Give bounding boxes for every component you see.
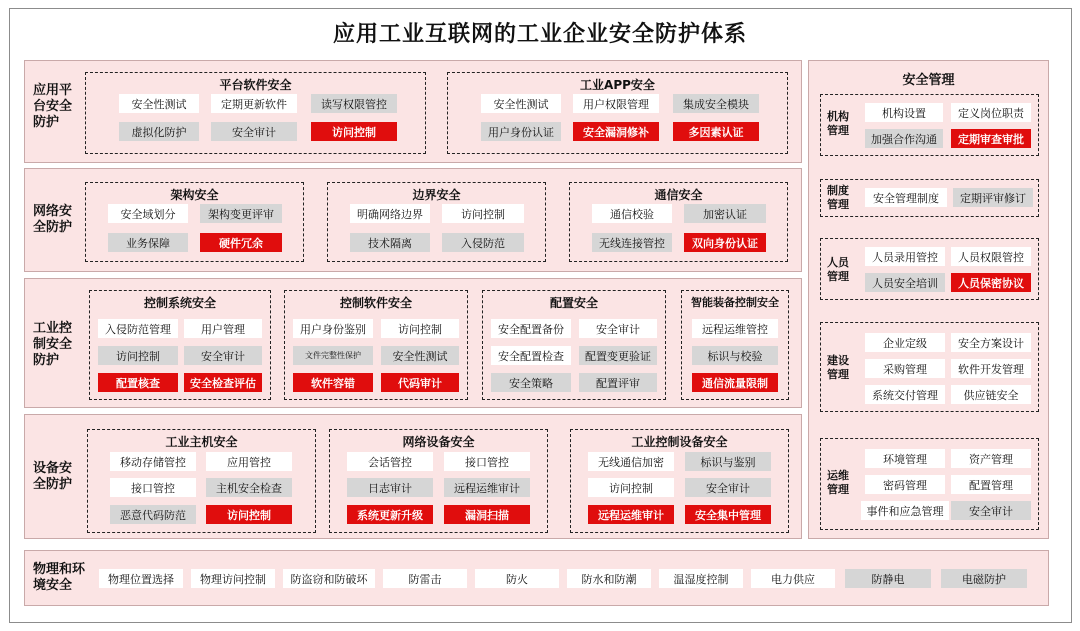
cell: 应用管控 <box>206 452 292 471</box>
cell: 人员录用管控 <box>865 247 945 266</box>
cell: 资产管理 <box>951 449 1031 468</box>
cell: 远程运维管控 <box>692 319 778 338</box>
cell: 明确网络边界 <box>350 204 430 223</box>
cell: 无线连接管控 <box>592 233 672 252</box>
cell: 电力供应 <box>751 569 835 588</box>
cell-highlight: 软件容错 <box>293 373 373 392</box>
cell: 配置管理 <box>951 475 1031 494</box>
row-app-security <box>24 60 802 163</box>
cell: 加密认证 <box>684 204 766 223</box>
cell: 防水和防潮 <box>567 569 651 588</box>
group-title: 架构安全 <box>170 188 219 202</box>
cell: 主机安全检查 <box>206 478 292 497</box>
cell: 恶意代码防范 <box>110 505 196 524</box>
group-boundary <box>327 182 546 262</box>
row-physical-security <box>24 550 1049 606</box>
group-title: 通信安全 <box>654 188 703 202</box>
cell: 入侵防范 <box>442 233 524 252</box>
cell-highlight: 硬件冗余 <box>200 233 282 252</box>
group-industrial-host <box>87 429 316 533</box>
group-title: 智能装备控制安全 <box>691 296 779 309</box>
row-label-network: 网络安全防护 <box>33 204 73 235</box>
cell: 无线通信加密 <box>588 452 674 471</box>
cell-highlight: 系统更新升级 <box>347 505 433 524</box>
group-communication <box>569 182 788 262</box>
group-smart-equipment <box>681 290 789 400</box>
cell: 安全方案设计 <box>951 333 1031 352</box>
group-control-system <box>89 290 271 400</box>
group-title: 网络设备安全 <box>402 435 475 449</box>
cell: 企业定级 <box>865 333 945 352</box>
cell-highlight: 安全漏洞修补 <box>573 122 659 141</box>
group-build-management <box>820 322 1039 412</box>
group-network-device <box>329 429 548 533</box>
cell: 定义岗位职责 <box>951 103 1031 122</box>
cell: 人员权限管控 <box>951 247 1031 266</box>
cell: 安全配置备份 <box>491 319 571 338</box>
group-title: 控制系统安全 <box>143 296 216 310</box>
cell: 密码管理 <box>865 475 945 494</box>
row-label-physical: 物理和环境安全 <box>33 562 86 593</box>
page-title: 应用工业互联网的工业企业安全防护体系 <box>332 22 747 47</box>
cell: 远程运维审计 <box>444 478 530 497</box>
cell: 系统交付管理 <box>865 385 945 404</box>
row-control-security <box>24 278 802 408</box>
cell: 访问控制 <box>588 478 674 497</box>
group-architecture <box>85 182 304 262</box>
group-title: 控制软件安全 <box>339 296 412 310</box>
cell-highlight: 安全集中管理 <box>685 505 771 524</box>
cell: 通信校验 <box>592 204 672 223</box>
cell: 配置变更验证 <box>579 346 657 365</box>
cell: 安全配置检查 <box>491 346 571 365</box>
cell: 防火 <box>475 569 559 588</box>
group-title: 工业控制设备安全 <box>631 435 728 449</box>
cell: 访问控制 <box>442 204 524 223</box>
cell: 标识与校验 <box>692 346 778 365</box>
row-device-security <box>24 414 802 539</box>
cell: 安全审计 <box>685 478 771 497</box>
group-platform-software <box>85 72 426 154</box>
cell: 物理访问控制 <box>191 569 275 588</box>
sub-label: 机构管理 <box>827 110 849 137</box>
cell: 技术隔离 <box>350 233 430 252</box>
cell: 事件和应急管理 <box>861 501 949 520</box>
group-title: 配置安全 <box>549 296 598 310</box>
cell: 软件开发管理 <box>951 359 1031 378</box>
cell-highlight: 通信流量限制 <box>692 373 778 392</box>
cell: 防雷击 <box>383 569 467 588</box>
cell: 业务保障 <box>108 233 188 252</box>
cell: 安全性测试 <box>381 346 459 365</box>
cell: 接口管控 <box>110 478 196 497</box>
cell: 安全审计 <box>579 319 657 338</box>
cell: 入侵防范管理 <box>98 319 178 338</box>
cell: 虚拟化防护 <box>119 122 199 141</box>
cell: 配置评审 <box>579 373 657 392</box>
row-label-app: 应用平台安全防护 <box>33 83 73 130</box>
cell: 防盗窃和防破坏 <box>283 569 375 588</box>
cell: 接口管控 <box>444 452 530 471</box>
cell: 温湿度控制 <box>659 569 743 588</box>
cell: 物理位置选择 <box>99 569 183 588</box>
cell: 移动存储管控 <box>110 452 196 471</box>
group-configuration <box>482 290 666 400</box>
cell: 定期评审修订 <box>953 188 1033 207</box>
sub-label: 建设管理 <box>827 354 849 381</box>
cell: 环境管理 <box>865 449 945 468</box>
cell: 安全性测试 <box>481 94 561 113</box>
group-ops-management <box>820 438 1039 530</box>
group-staff-management <box>820 238 1039 300</box>
panel-security-management <box>808 60 1049 539</box>
group-title: 平台软件安全 <box>219 78 292 92</box>
cell: 标识与鉴别 <box>685 452 771 471</box>
row-label-device: 设备安全防护 <box>33 461 73 492</box>
cell: 访问控制 <box>98 346 178 365</box>
row-label-control: 工业控制安全防护 <box>33 321 73 368</box>
group-title: 边界安全 <box>412 188 461 202</box>
group-control-software <box>284 290 468 400</box>
sub-label: 人员管理 <box>827 256 849 283</box>
cell: 安全审计 <box>184 346 262 365</box>
cell-highlight: 访问控制 <box>206 505 292 524</box>
cell-highlight: 代码审计 <box>381 373 459 392</box>
cell-highlight: 双向身份认证 <box>684 233 766 252</box>
cell-highlight: 配置核查 <box>98 373 178 392</box>
cell: 架构变更评审 <box>200 204 282 223</box>
cell: 用户身份鉴别 <box>293 319 373 338</box>
cell: 安全性测试 <box>119 94 199 113</box>
cell: 安全审计 <box>951 501 1031 520</box>
cell: 防静电 <box>845 569 931 588</box>
cell: 人员安全培训 <box>865 273 945 292</box>
cell: 安全审计 <box>211 122 297 141</box>
group-industrial-app <box>447 72 788 154</box>
cell: 访问控制 <box>381 319 459 338</box>
group-system-management <box>820 179 1039 217</box>
group-title: 工业APP安全 <box>580 78 655 92</box>
cell: 用户管理 <box>184 319 262 338</box>
sub-label: 运维管理 <box>827 469 849 496</box>
cell-highlight: 远程运维审计 <box>588 505 674 524</box>
cell-highlight: 漏洞扫描 <box>444 505 530 524</box>
cell: 会话管控 <box>347 452 433 471</box>
cell: 电磁防护 <box>941 569 1027 588</box>
cell-highlight: 定期审查审批 <box>951 129 1031 148</box>
cell: 安全策略 <box>491 373 571 392</box>
cell: 机构设置 <box>865 103 943 122</box>
cell-highlight: 访问控制 <box>311 122 397 141</box>
cell: 日志审计 <box>347 478 433 497</box>
cell-highlight: 多因素认证 <box>673 122 759 141</box>
cell: 集成安全模块 <box>673 94 759 113</box>
cell-highlight: 人员保密协议 <box>951 273 1031 292</box>
cell: 采购管理 <box>865 359 945 378</box>
row-network-security <box>24 168 802 272</box>
cell: 读写权限管控 <box>311 94 397 113</box>
cell-highlight: 安全检查评估 <box>184 373 262 392</box>
group-title: 工业主机安全 <box>165 435 238 449</box>
cell: 安全域划分 <box>108 204 188 223</box>
cell: 文件完整性保护 <box>293 346 373 365</box>
sub-label: 制度管理 <box>827 184 849 211</box>
group-ics-device <box>570 429 789 533</box>
cell: 用户身份认证 <box>481 122 561 141</box>
cell: 定期更新软件 <box>211 94 297 113</box>
panel-title: 安全管理 <box>902 73 955 88</box>
cell: 供应链安全 <box>951 385 1031 404</box>
cell: 安全管理制度 <box>865 188 947 207</box>
group-org-management <box>820 94 1039 156</box>
cell: 加强合作沟通 <box>865 129 943 148</box>
cell: 用户权限管理 <box>573 94 659 113</box>
